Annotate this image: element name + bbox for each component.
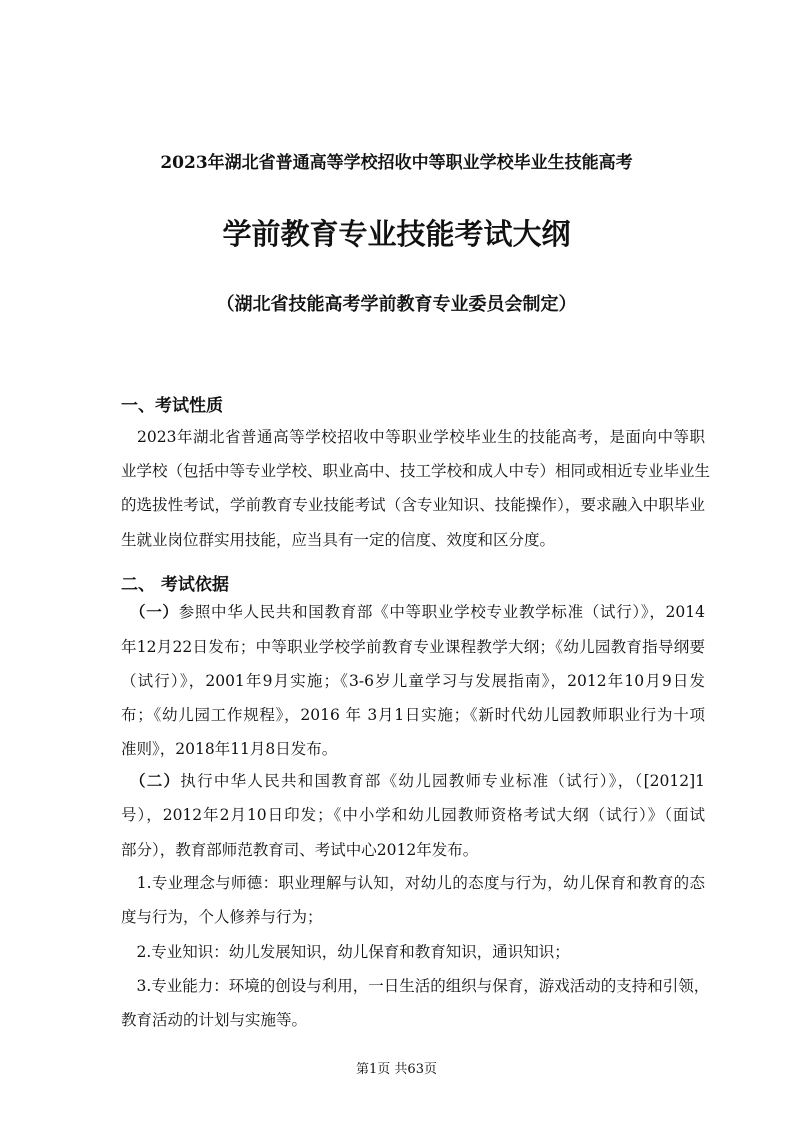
- clause-text: 执行中华人民共和国教育部《幼儿园教师专业标准（试行）》，（[2012]1: [180, 772, 705, 790]
- list-item: 3.专业能力：环境的创设与利用，一日生活的组织与保育，游戏活动的支持和引领，: [121, 977, 710, 995]
- body-line: [130, 602, 705, 622]
- body-line: 号），2012年2月10日印发；《中小学和幼儿园教师资格考试大纲（试行）》（面试: [121, 806, 705, 824]
- clause-label: （二）: [130, 772, 181, 790]
- body-line: （试行）》，2001年9月实施；《3-6岁儿童学习与发展指南》，2012年10月9日发: [121, 672, 705, 690]
- list-item: 2.专业知识：幼儿发展知识，幼儿保育和教育知识，通识知识；: [121, 943, 570, 961]
- section-heading-exam-basis: 二、 考试依据: [121, 575, 229, 595]
- body-line: 年12月22日发布；中等职业学校学前教育专业课程教学大纲；《幼儿园教育指导纲要: [121, 638, 705, 656]
- body-line: 部分），教育部师范教育司、考试中心2012年发布。: [121, 841, 479, 859]
- body-line: 业学校（包括中等专业学校、职业高中、技工学校和成人中专）相同或相近专业毕业生: [121, 462, 711, 480]
- body-line: 的选拔性考试，学前教育专业技能考试（含专业知识、技能操作），要求融入中职毕业: [121, 496, 705, 514]
- document-header-line: 2023年湖北省普通高等学校招收中等职业学校毕业生技能高考: [160, 153, 633, 173]
- document-subtitle: （湖北省技能高考学前教育专业委员会制定）: [216, 294, 577, 315]
- list-item: 教育活动的计划与实施等。: [121, 1011, 308, 1029]
- page-number: 第1页 共63页: [356, 1062, 437, 1077]
- body-line: [130, 771, 705, 791]
- body-line: 2023年湖北省普通高等学校招收中等职业学校毕业生的技能高考，是面向中等职: [121, 428, 705, 446]
- body-line: 布；《幼儿园工作规程》，2016 年 3月1日实施；《新时代幼儿园教师职业行为十项: [121, 706, 705, 724]
- section-heading-exam-nature: 一、考试性质: [121, 396, 223, 416]
- document-title: 学前教育专业技能考试大纲: [222, 217, 571, 251]
- clause-label: （一）: [130, 603, 179, 621]
- list-item: 度与行为，个人修养与行为；: [121, 908, 323, 926]
- clause-text: 参照中华人民共和国教育部《中等职业学校专业教学标准（试行）》，2014: [178, 603, 705, 621]
- body-line: 准则》，2018年11月8日发布。: [121, 740, 338, 758]
- list-item: 1.专业理念与师德：职业理解与认知，对幼儿的态度与行为，幼儿保育和教育的态: [121, 874, 705, 892]
- body-line: 生就业岗位群实用技能，应当具有一定的信度、效度和区分度。: [121, 531, 556, 549]
